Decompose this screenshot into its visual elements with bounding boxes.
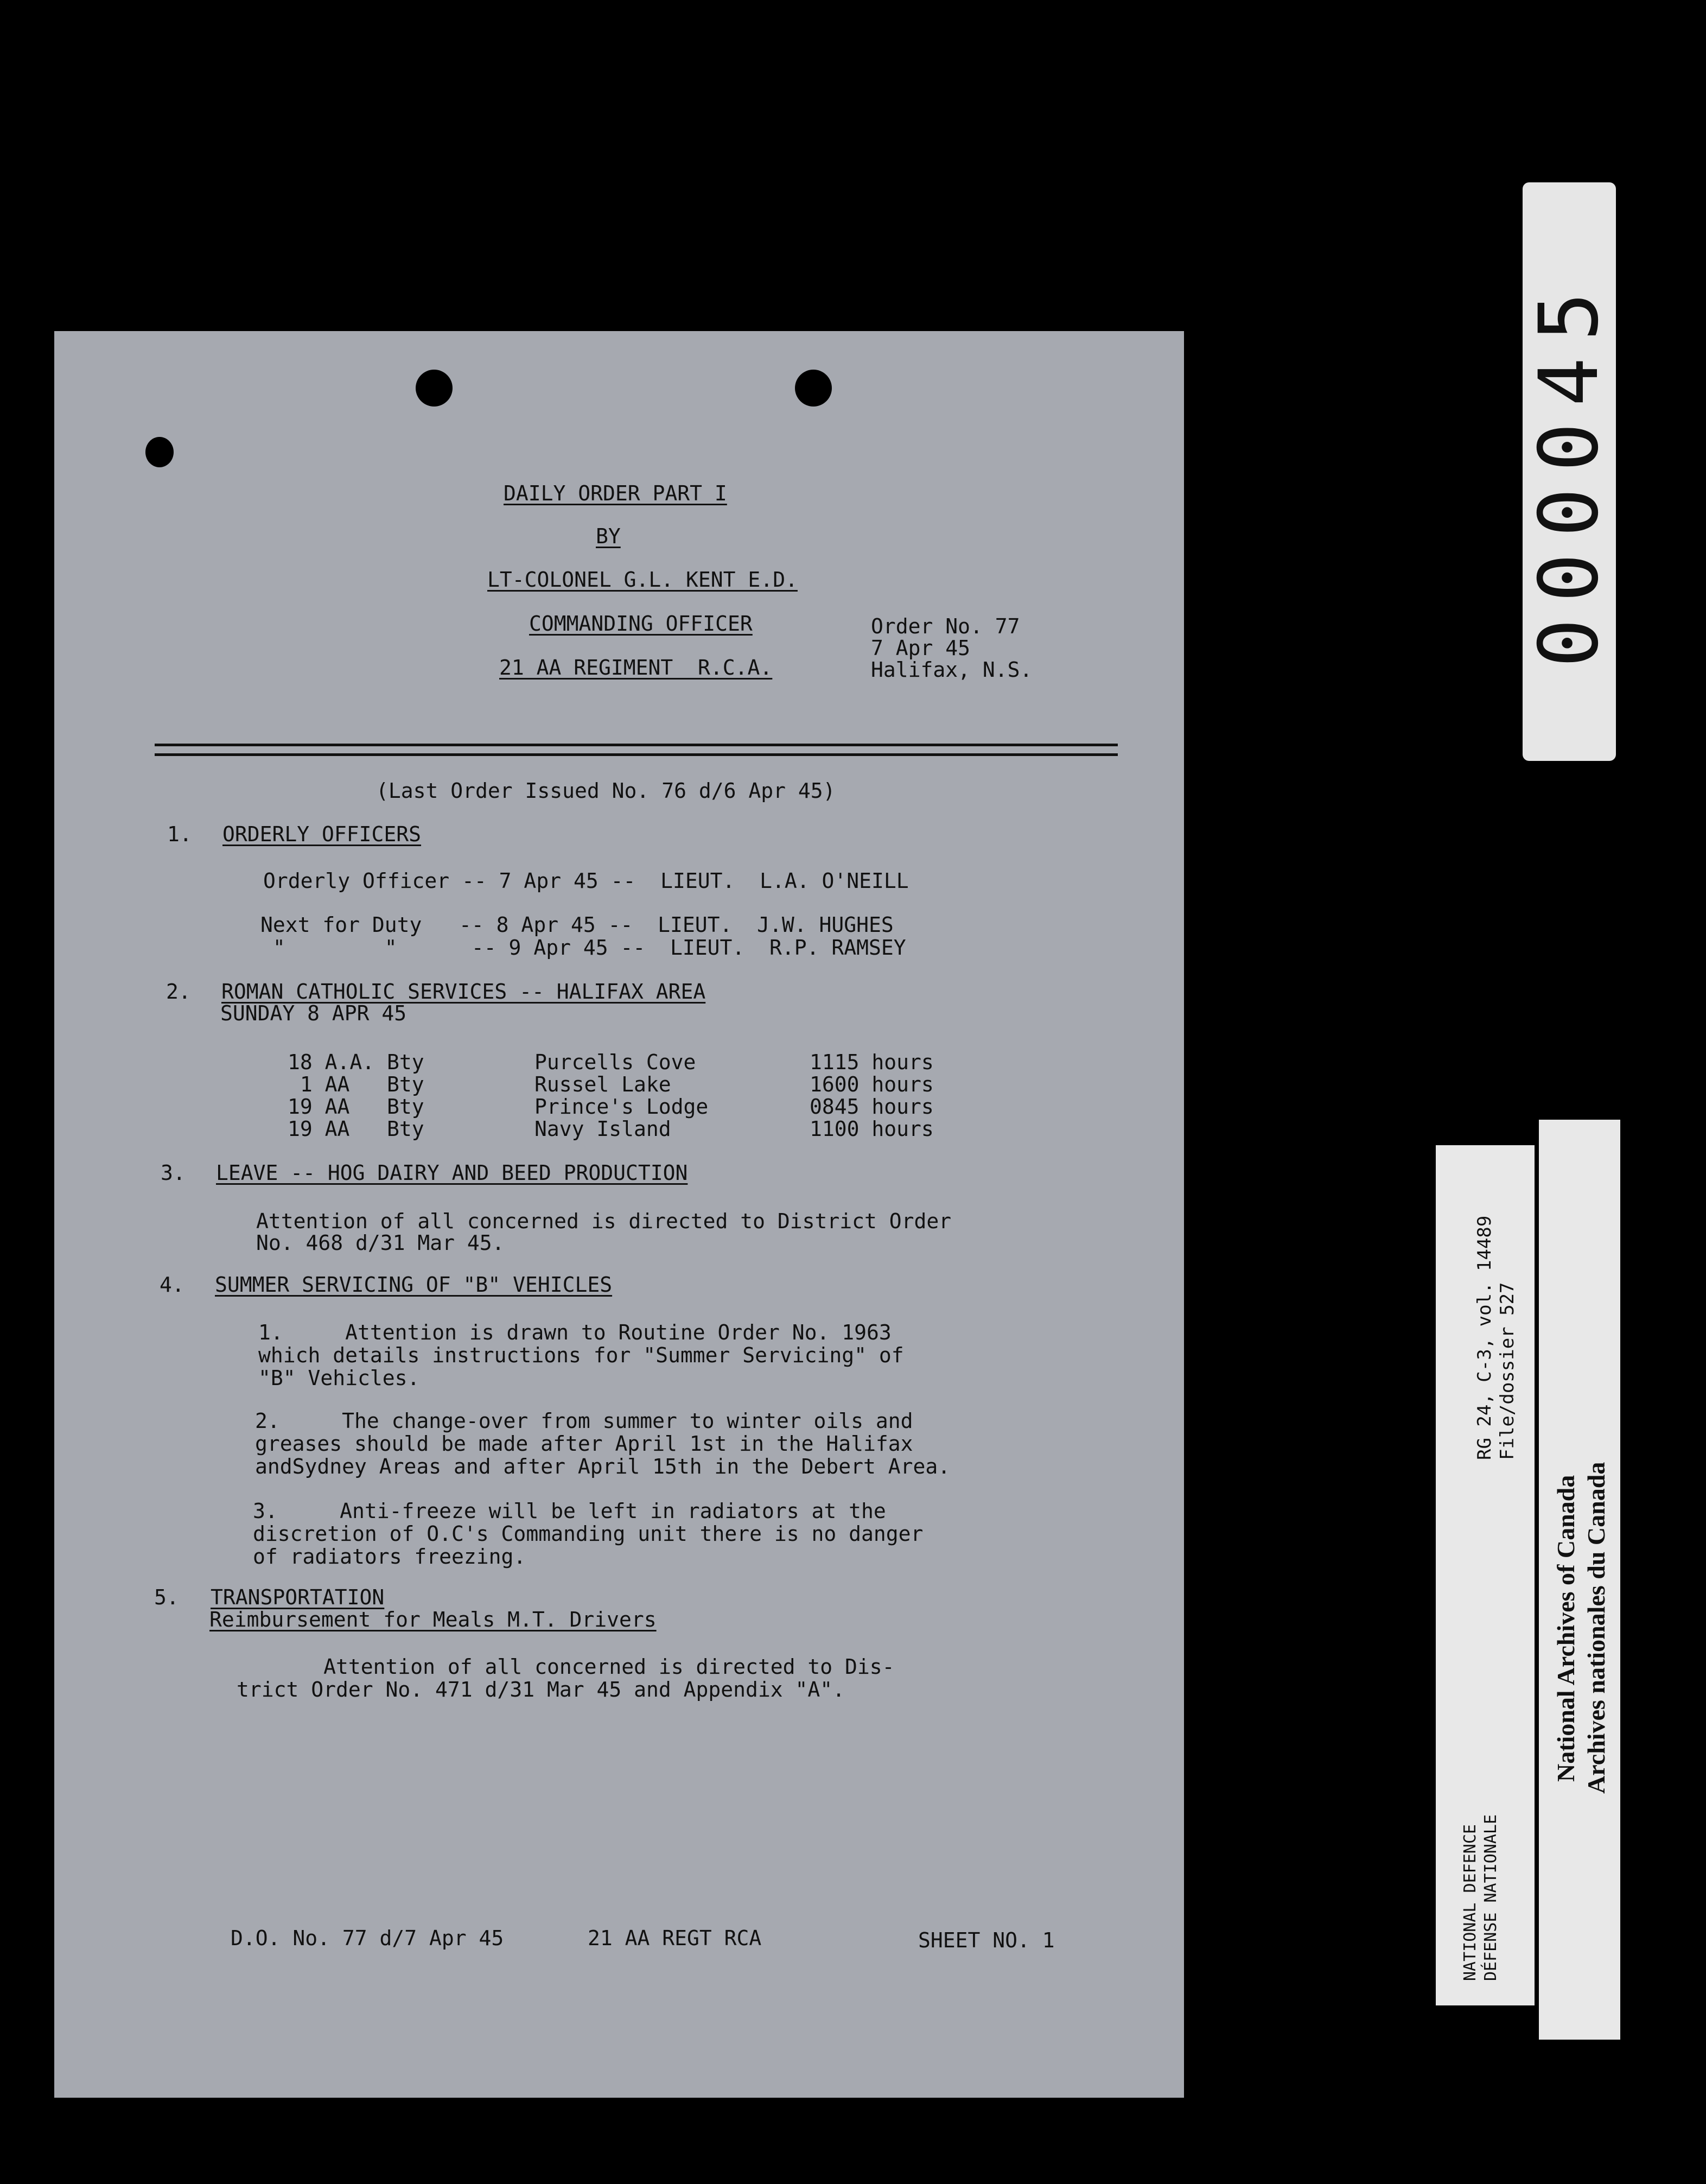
last-order-line: (Last Order Issued No. 76 d/6 Apr 45) xyxy=(376,779,836,803)
section-title: ORDERLY OFFICERS xyxy=(222,822,422,846)
file-code: File/dossier 527 xyxy=(1497,1282,1518,1460)
order-date: 7 Apr 45 xyxy=(871,636,971,660)
service-place: Purcells Cove xyxy=(534,1050,696,1074)
service-unit: 19 AA Bty xyxy=(288,1117,424,1141)
order-number: Order No. 77 xyxy=(871,614,1020,638)
archive-name: National Archives of Canada xyxy=(1552,1475,1580,1782)
divider-rule xyxy=(155,744,1118,746)
section-number: 2. xyxy=(166,980,191,1004)
punch-hole xyxy=(795,370,832,407)
section-number: 3. xyxy=(161,1161,186,1185)
section-subtitle: Reimbursement for Meals M.T. Drivers xyxy=(209,1608,657,1631)
header-role: COMMANDING OFFICER xyxy=(529,612,753,636)
header-title: DAILY ORDER PART I xyxy=(504,481,727,505)
service-place: Prince's Lodge xyxy=(534,1095,709,1119)
archive-name: Archives nationales du Canada xyxy=(1582,1462,1610,1794)
orderly-officer-row: Orderly Officer -- 7 Apr 45 -- LIEUT. L.A. O'NEILL xyxy=(263,869,909,893)
section-number: 1. xyxy=(167,822,192,846)
service-time: 0845 hours xyxy=(810,1095,934,1119)
service-unit: 18 A.A. Bty xyxy=(288,1050,424,1074)
section-title: ROMAN CATHOLIC SERVICES -- HALIFAX AREA xyxy=(221,980,706,1004)
service-time: 1600 hours xyxy=(810,1072,934,1096)
order-place: Halifax, N.S. xyxy=(871,658,1033,682)
file-reference-label xyxy=(1436,1145,1535,2005)
section-text: Attention of all concerned is directed to Dis- trict Order No. 471 d/31 Mar 45 and Appendix "A". xyxy=(237,1655,895,1702)
header-officer: LT-COLONEL G.L. KENT E.D. xyxy=(487,568,798,592)
paragraph: 1. Attention is drawn to Routine Order No. 1963 which details instructions for "Summer Servicing" of "B" Vehicles. xyxy=(258,1320,904,1390)
section-title: TRANSPORTATION xyxy=(211,1585,385,1609)
department-name: DÉFENSE NATIONALE xyxy=(1481,1814,1500,1981)
divider-rule xyxy=(155,753,1118,756)
footer-regiment: 21 AA REGT RCA xyxy=(588,1926,762,1950)
section-number: 4. xyxy=(160,1273,184,1297)
header-by: BY xyxy=(596,524,621,548)
service-unit: 1 AA Bty xyxy=(288,1072,424,1096)
paragraph: 2. The change-over from summer to winter oils and greases should be made after April 1st in the Halifax andSydney Areas and after April 15th in the Debert Area. xyxy=(255,1409,951,1478)
section-title: LEAVE -- HOG DAIRY AND BEED PRODUCTION xyxy=(216,1161,688,1185)
section-text: Attention of all concerned is directed to District Order xyxy=(256,1209,952,1233)
section-title: SUMMER SERVICING OF "B" VEHICLES xyxy=(215,1273,613,1297)
archive-stamp xyxy=(1523,182,1616,761)
punch-hole xyxy=(145,437,174,467)
footer-sheet: SHEET NO. 1 xyxy=(918,1928,1055,1952)
section-number: 5. xyxy=(154,1585,179,1609)
service-time: 1100 hours xyxy=(810,1117,934,1141)
punch-hole xyxy=(416,370,453,407)
national-archives-label xyxy=(1539,1120,1620,2040)
header-regiment: 21 AA REGIMENT R.C.A. xyxy=(499,656,773,680)
stamp-number: 000045 xyxy=(1522,276,1616,668)
service-time: 1115 hours xyxy=(810,1050,934,1074)
service-place: Russel Lake xyxy=(534,1072,671,1096)
service-place: Navy Island xyxy=(534,1117,671,1141)
section-subtitle: SUNDAY 8 APR 45 xyxy=(220,1001,407,1025)
file-code: RG 24, C-3, vol. 14489 xyxy=(1474,1215,1495,1460)
paragraph: 3. Anti-freeze will be left in radiators at the discretion of O.C's Commanding unit there is no danger of radiators freezing. xyxy=(253,1499,924,1569)
next-duty-row: " " -- 9 Apr 45 -- LIEUT. R.P. RAMSEY xyxy=(260,936,906,960)
next-duty-row: Next for Duty -- 8 Apr 45 -- LIEUT. J.W. HUGHES xyxy=(260,913,894,937)
service-unit: 19 AA Bty xyxy=(288,1095,424,1119)
footer-order-ref: D.O. No. 77 d/7 Apr 45 xyxy=(231,1926,504,1950)
section-text: No. 468 d/31 Mar 45. xyxy=(256,1231,505,1255)
department-name: NATIONAL DEFENCE xyxy=(1461,1824,1480,1981)
